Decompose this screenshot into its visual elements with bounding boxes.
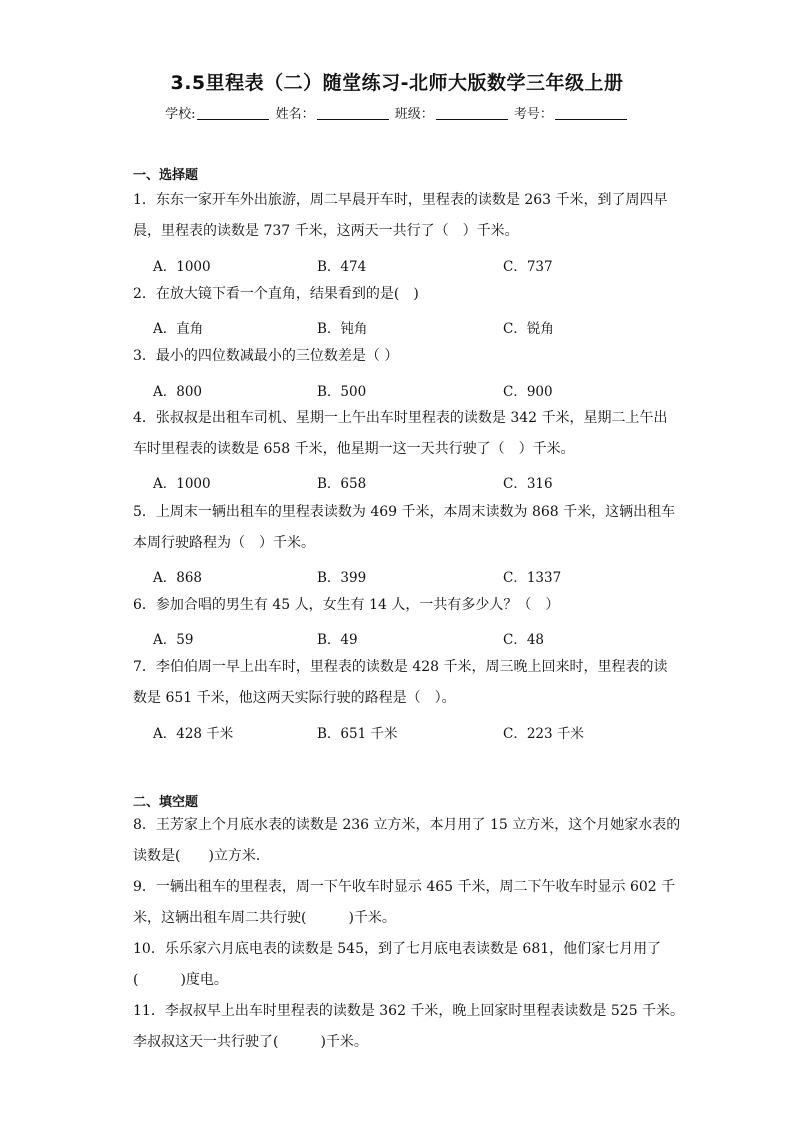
question-4 bbox=[133, 403, 678, 465]
option-c: C．锐角 bbox=[503, 321, 554, 337]
question-11 bbox=[133, 996, 685, 1058]
question-line: 2．在放大镜下看一个直角，结果看到的是( ) bbox=[133, 286, 419, 302]
option-b: B．658 bbox=[317, 476, 367, 492]
class-label: 班级： bbox=[394, 107, 434, 122]
page-title: 3.5里程表（二）随堂练习-北师大版数学三年级上册 bbox=[170, 72, 624, 94]
question-7 bbox=[133, 652, 678, 714]
question-line: 数是 651 千米，他这两天实际行驶的路程是（ ）。 bbox=[133, 690, 456, 706]
question-9 bbox=[133, 872, 678, 934]
option-b: B．651 千米 bbox=[317, 726, 398, 742]
question-line: 读数是( )立方米． bbox=[133, 848, 270, 864]
question-4-options bbox=[153, 472, 673, 492]
option-a: A．800 bbox=[153, 384, 203, 400]
question-line: 4．张叔叔是出租车司机、星期一上午出车时里程表的读数是 342 千米，星期二上午出 bbox=[133, 410, 668, 426]
option-b: B．399 bbox=[317, 570, 367, 586]
option-b: B．474 bbox=[317, 259, 367, 275]
question-8 bbox=[133, 810, 681, 872]
option-c: C．737 bbox=[503, 259, 553, 275]
question-line: 李叔叔这天一共行驶了( )千米。 bbox=[133, 1034, 368, 1050]
question-1-options bbox=[153, 255, 673, 275]
section-heading-choice: 一、选择题 bbox=[133, 168, 199, 183]
school-label: 学校: bbox=[165, 107, 196, 122]
question-line: 晨，里程表的读数是 737 千米，这两天一共行了（ ）千米。 bbox=[133, 223, 519, 239]
class-blank bbox=[436, 106, 508, 120]
question-line: 5．上周末一辆出租车的里程表读数为 469 千米，本周末读数为 868 千米，这辆出租车 bbox=[133, 504, 676, 520]
option-c: C．223 千米 bbox=[503, 726, 584, 742]
question-line: 8．王芳家上个月底水表的读数是 236 立方米，本月用了 15 立方米，这个月她家水表的 bbox=[133, 817, 681, 833]
option-a: A．1000 bbox=[153, 476, 211, 492]
question-6-options bbox=[153, 628, 673, 648]
question-line: 本周行驶路程为（ ）千米。 bbox=[133, 535, 315, 551]
question-line: 10．乐乐家六月底电表的读数是 545，到了七月底电表读数是 681，他们家七月用了 bbox=[133, 941, 662, 957]
section-heading-fill-in: 二、填空题 bbox=[133, 795, 199, 810]
option-a: A．直角 bbox=[153, 321, 204, 337]
question-10 bbox=[133, 934, 678, 996]
exam-number-blank bbox=[555, 106, 627, 120]
question-2 bbox=[133, 279, 678, 310]
question-line: ( )度电。 bbox=[133, 972, 228, 988]
question-3-options bbox=[153, 380, 673, 400]
question-line: 1．东东一家开车外出旅游，周二早晨开车时，里程表的读数是 263 千米，到了周四早 bbox=[133, 192, 668, 208]
question-line: 3．最小的四位数减最小的三位数差是（ ） bbox=[133, 348, 399, 364]
question-line: 7．李伯伯周一早上出车时，里程表的读数是 428 千米，周三晚上回来时，里程表的读 bbox=[133, 659, 668, 675]
option-a: A．59 bbox=[153, 632, 194, 648]
option-a: A．1000 bbox=[153, 259, 211, 275]
school-blank bbox=[197, 106, 269, 120]
name-blank bbox=[317, 106, 389, 120]
question-6 bbox=[133, 590, 678, 621]
option-b: B．500 bbox=[317, 384, 367, 400]
question-line: 6．参加合唱的男生有 45 人，女生有 14 人，一共有多少人？（ ） bbox=[133, 597, 560, 613]
question-5-options bbox=[153, 566, 673, 586]
option-b: B．钝角 bbox=[317, 321, 368, 337]
question-7-options bbox=[153, 722, 673, 742]
option-c: C．48 bbox=[503, 632, 545, 648]
question-line: 米，这辆出租车周二共行驶( )千米。 bbox=[133, 910, 396, 926]
question-line: 9．一辆出租车的里程表，周一下午收车时显示 465 千米，周二下午收车时显示 602 千 bbox=[133, 879, 676, 895]
option-a: A．868 bbox=[153, 570, 203, 586]
option-c: C．316 bbox=[503, 476, 553, 492]
question-line: 车时里程表的读数是 658 千米，他星期一这一天共行驶了（ ）千米。 bbox=[133, 441, 575, 457]
question-2-options bbox=[153, 317, 673, 337]
student-info-row bbox=[0, 103, 794, 122]
question-3 bbox=[133, 341, 678, 372]
option-a: A．428 千米 bbox=[153, 726, 234, 742]
option-c: C．900 bbox=[503, 384, 553, 400]
question-1 bbox=[133, 185, 678, 247]
question-line: 11．李叔叔早上出车时里程表的读数是 362 千米，晚上回家时里程表读数是 525 千米。 bbox=[133, 1003, 685, 1019]
option-b: B．49 bbox=[317, 632, 358, 648]
question-5 bbox=[133, 497, 678, 559]
name-label: 姓名： bbox=[275, 107, 315, 122]
option-c: C．1337 bbox=[503, 570, 562, 586]
exam-number-label: 考号： bbox=[513, 107, 553, 122]
